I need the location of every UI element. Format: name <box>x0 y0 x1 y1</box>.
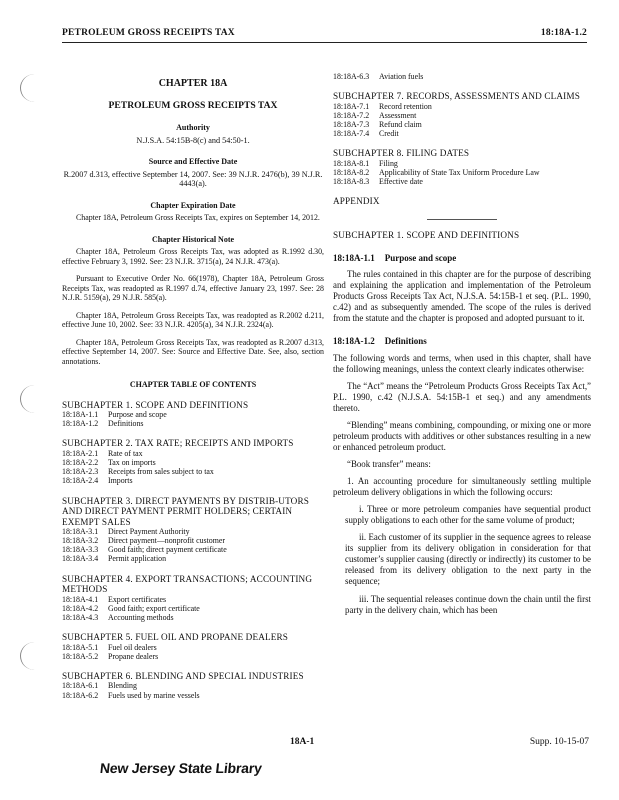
expiration-heading: Chapter Expiration Date <box>150 201 236 210</box>
toc-entry <box>333 111 591 120</box>
toc-subchapter-title: SUBCHAPTER 4. EXPORT TRANSACTIONS; ACCOUNTING METHODS <box>62 573 313 595</box>
toc-section-title: Definitions <box>108 419 144 429</box>
header-title: PETROLEUM GROSS RECEIPTS TAX <box>62 28 235 38</box>
expiration-text: Chapter 18A, Petroleum Gross Receipts Tax, expires on September 14, 2012. <box>76 213 320 223</box>
toc-section-number: 18:18A-3.4 <box>62 554 99 564</box>
toc-section-title: Purpose and scope <box>108 410 167 420</box>
punch-hole-mark <box>20 74 49 102</box>
toc-heading: CHAPTER TABLE OF CONTENTS <box>129 380 257 390</box>
toc-section-number: 18:18A-3.2 <box>62 536 99 546</box>
list-item: iii. The sequential releases continue down the chain until the first party in the delivery chain, which has been <box>345 593 591 615</box>
toc-subchapter-title: SUBCHAPTER 7. RECORDS, ASSESSMENTS AND CLAIMS <box>333 91 580 102</box>
source-text: R.2007 d.313, effective September 14, 2007. See: 39 N.J.R. 2476(b), 39 N.J.R. 4443(a). <box>63 169 323 189</box>
toc-section-title: Aviation fuels <box>379 72 424 81</box>
toc-entry <box>333 177 591 186</box>
history-note: Chapter 18A, Petroleum Gross Receipts Tax, was readopted as R.2007 d.313, effective September 14, 2007. See: Source and Effective Date. See, also, section annotations. <box>62 337 324 366</box>
toc-entry <box>333 159 591 168</box>
toc-entry <box>62 419 324 428</box>
toc-section-title: Tax on imports <box>108 458 156 468</box>
list-item: 1. An accounting procedure for simultaneously settling multiple petroleum delivery obligations in which the following occurs: <box>333 476 591 498</box>
right-column <box>333 72 591 616</box>
toc-section-title: Permit application <box>108 554 167 564</box>
authority-text: N.J.S.A. 54:15B-8(c) and 54:50-1. <box>136 135 250 145</box>
toc-entry <box>62 613 324 622</box>
section-divider <box>427 219 497 220</box>
toc-section-number: 18:18A-8.2 <box>333 167 370 177</box>
history-note: Chapter 18A, Petroleum Gross Receipts Tax, was adopted as R.1992 d.30, effective February 3, 1992. See: 23 N.J.R. 3715(a), 24 N.J.R. 473(a). <box>62 247 324 266</box>
toc-section-title: Record retention <box>379 101 432 111</box>
toc-entry <box>62 643 324 652</box>
history-note: Pursuant to Executive Order No. 66(1978), Chapter 18A, Petroleum Gross Receipts Tax, was readopted as R.1997 d.74, effective January 23, 1997. See: 28 N.J.R. 5159(a), 29 N.J.R. 585(a). <box>62 274 324 303</box>
header-section-number: 18:18A-1.2 <box>540 28 587 38</box>
toc-section-title: Accounting methods <box>108 612 174 622</box>
section-number: 18:18A-1.1 <box>333 252 375 263</box>
table-of-contents <box>62 400 324 700</box>
toc-section-title: Imports <box>108 476 133 486</box>
page-number: 18A-1 <box>290 737 315 747</box>
toc-entry <box>62 536 324 545</box>
toc-entry <box>62 595 324 604</box>
toc-subchapter-title: SUBCHAPTER 2. TAX RATE; RECEIPTS AND IMPORTS <box>62 438 294 449</box>
history-note: Chapter 18A, Petroleum Gross Receipts Tax, was readopted as R.2002 d.211, effective June 10, 2002. See: 33 N.J.R. 4205(a), 34 N.J.R. 2324(a). <box>62 310 324 330</box>
toc-section-number: 18:18A-3.3 <box>62 545 99 555</box>
running-header <box>62 26 587 43</box>
toc-entry <box>62 691 324 700</box>
toc-entry <box>62 545 324 554</box>
toc-section-number: 18:18A-3.1 <box>62 527 99 536</box>
toc-section-title: Filing <box>379 158 398 168</box>
toc-entry <box>62 652 324 661</box>
punch-hole-mark <box>20 385 49 413</box>
toc-section-number: 18:18A-1.2 <box>62 419 99 429</box>
supplement-date: Supp. 10-15-07 <box>529 737 589 747</box>
toc-section-title: Rate of tax <box>108 448 143 458</box>
toc-subchapter-title: SUBCHAPTER 3. DIRECT PAYMENTS BY DISTRIB-UTORS AND DIRECT PAYMENT PERMIT HOLDERS; CERTAIN EXEMPT SALES <box>62 495 310 527</box>
toc-subchapter-title: SUBCHAPTER 6. BLENDING AND SPECIAL INDUSTRIES <box>62 670 304 681</box>
section-number: 18:18A-1.2 <box>333 336 375 347</box>
toc-section-title: Good faith; export certificate <box>108 603 200 613</box>
toc-section-number: 18:18A-5.1 <box>62 642 99 652</box>
toc-section-number: 18:18A-6.3 <box>333 72 370 81</box>
toc-entry <box>62 476 324 485</box>
toc-entry <box>62 410 324 419</box>
toc-section-title: Assessment <box>379 110 417 120</box>
toc-section-title: Good faith; direct payment certificate <box>108 545 227 555</box>
toc-section-number: 18:18A-4.3 <box>62 612 99 622</box>
section-paragraph: The following words and terms, when used in this chapter, shall have the following meanings, unless the context clearly indicates otherwise: <box>333 352 591 374</box>
toc-entry <box>333 72 591 81</box>
section-title: Definitions <box>384 336 427 347</box>
history-heading: Chapter Historical Note <box>151 234 235 244</box>
toc-section-title: Export certificates <box>108 594 167 604</box>
appendix-entry: APPENDIX <box>333 196 380 207</box>
chapter-title: PETROLEUM GROSS RECEIPTS TAX <box>108 99 278 111</box>
toc-subchapter-title: SUBCHAPTER 8. FILING DATES <box>333 148 470 159</box>
toc-section-number: 18:18A-7.4 <box>333 129 370 139</box>
toc-section-number: 18:18A-6.1 <box>62 681 99 691</box>
library-stamp: New Jersey State Library <box>99 760 263 776</box>
list-item: i. Three or more petroleum companies have sequential product supply obligations to each other for the same volume of product; <box>345 504 591 526</box>
toc-section-number: 18:18A-2.3 <box>62 467 99 477</box>
source-heading: Source and Effective Date <box>148 157 238 167</box>
toc-section-number: 18:18A-7.2 <box>333 110 370 120</box>
toc-section-title: Credit <box>379 129 399 139</box>
subchapter-title: SUBCHAPTER 1. SCOPE AND DEFINITIONS <box>333 229 520 240</box>
toc-section-title: Receipts from sales subject to tax <box>108 467 214 477</box>
toc-section-title: Propane dealers <box>108 651 159 661</box>
list-item: ii. Each customer of its supplier in the sequence agrees to release its supplier from its delivery obligation in consideration for that customer’s supplier causing (directly or indirectly) its customer to be released from its delivery obligation to the next party in the sequence; <box>345 532 591 587</box>
toc-section-title: Fuel oil dealers <box>108 642 157 652</box>
definition-blending: “Blending” means combining, compounding, or mixing one or more petroleum products with additives or other substances resulting in a new or enhanced petroleum product. <box>333 420 591 453</box>
section-heading <box>333 336 591 347</box>
left-column <box>62 72 324 700</box>
toc-section-number: 18:18A-2.4 <box>62 476 99 486</box>
toc-section-number: 18:18A-6.2 <box>62 690 99 700</box>
section-paragraph: The rules contained in this chapter are for the purpose of describing and explaining the application and implementation of the Petroleum Products Gross Receipts Tax Act, N.J.S.A. 54:15B-1 et seq. (P.L. 1990, c.42) and as subsequently amended. The scope of the rules is derived from the statute and the chapter is proposed and adopted pursuant to it. <box>333 269 591 324</box>
toc-entry <box>62 527 324 536</box>
toc-subchapter-title: SUBCHAPTER 1. SCOPE AND DEFINITIONS <box>62 399 249 410</box>
authority-heading: Authority <box>176 123 210 133</box>
toc-section-number: 18:18A-2.2 <box>62 458 99 468</box>
toc-entry <box>333 102 591 111</box>
toc-entry <box>62 554 324 563</box>
toc-section-title: Direct Payment Authority <box>108 527 190 536</box>
toc-entry <box>62 467 324 476</box>
toc-entry <box>62 604 324 613</box>
toc-section-number: 18:18A-2.1 <box>62 448 99 458</box>
toc-subchapter-title: SUBCHAPTER 5. FUEL OIL AND PROPANE DEALERS <box>62 632 289 643</box>
toc-entry <box>62 681 324 690</box>
table-of-contents-continued <box>333 72 591 186</box>
toc-section-number: 18:18A-7.1 <box>333 101 370 111</box>
toc-section-title: Refund claim <box>379 119 422 129</box>
toc-section-title: Applicability of State Tax Uniform Procedure Law <box>379 167 540 177</box>
toc-entry <box>62 449 324 458</box>
punch-hole-mark <box>20 642 49 670</box>
toc-entry <box>62 458 324 467</box>
toc-section-number: 18:18A-1.1 <box>62 410 99 420</box>
toc-section-number: 18:18A-8.1 <box>333 158 370 168</box>
toc-entry <box>333 120 591 129</box>
section-title: Purpose and scope <box>384 252 457 263</box>
toc-section-number: 18:18A-4.1 <box>62 594 99 604</box>
toc-section-title: Fuels used by marine vessels <box>108 690 200 700</box>
toc-section-title: Direct payment—nonprofit customer <box>108 536 226 546</box>
definition-book-transfer: “Book transfer” means: <box>347 459 431 470</box>
definition-act: The “Act” means the “Petroleum Products Gross Receipts Tax Act,” P.L. 1990, c.42 (N.J.S.A. 54:15B-1 et seq.) and any amendments thereto. <box>333 381 591 414</box>
toc-section-number: 18:18A-8.3 <box>333 177 370 187</box>
toc-entry <box>333 129 591 138</box>
chapter-number: CHAPTER 18A <box>158 78 228 89</box>
toc-section-number: 18:18A-5.2 <box>62 651 99 661</box>
toc-section-title: Effective date <box>379 177 423 187</box>
toc-section-title: Blending <box>108 681 137 691</box>
toc-entry <box>333 168 591 177</box>
section-heading <box>333 253 591 264</box>
toc-section-number: 18:18A-4.2 <box>62 603 99 613</box>
toc-section-number: 18:18A-7.3 <box>333 119 370 129</box>
